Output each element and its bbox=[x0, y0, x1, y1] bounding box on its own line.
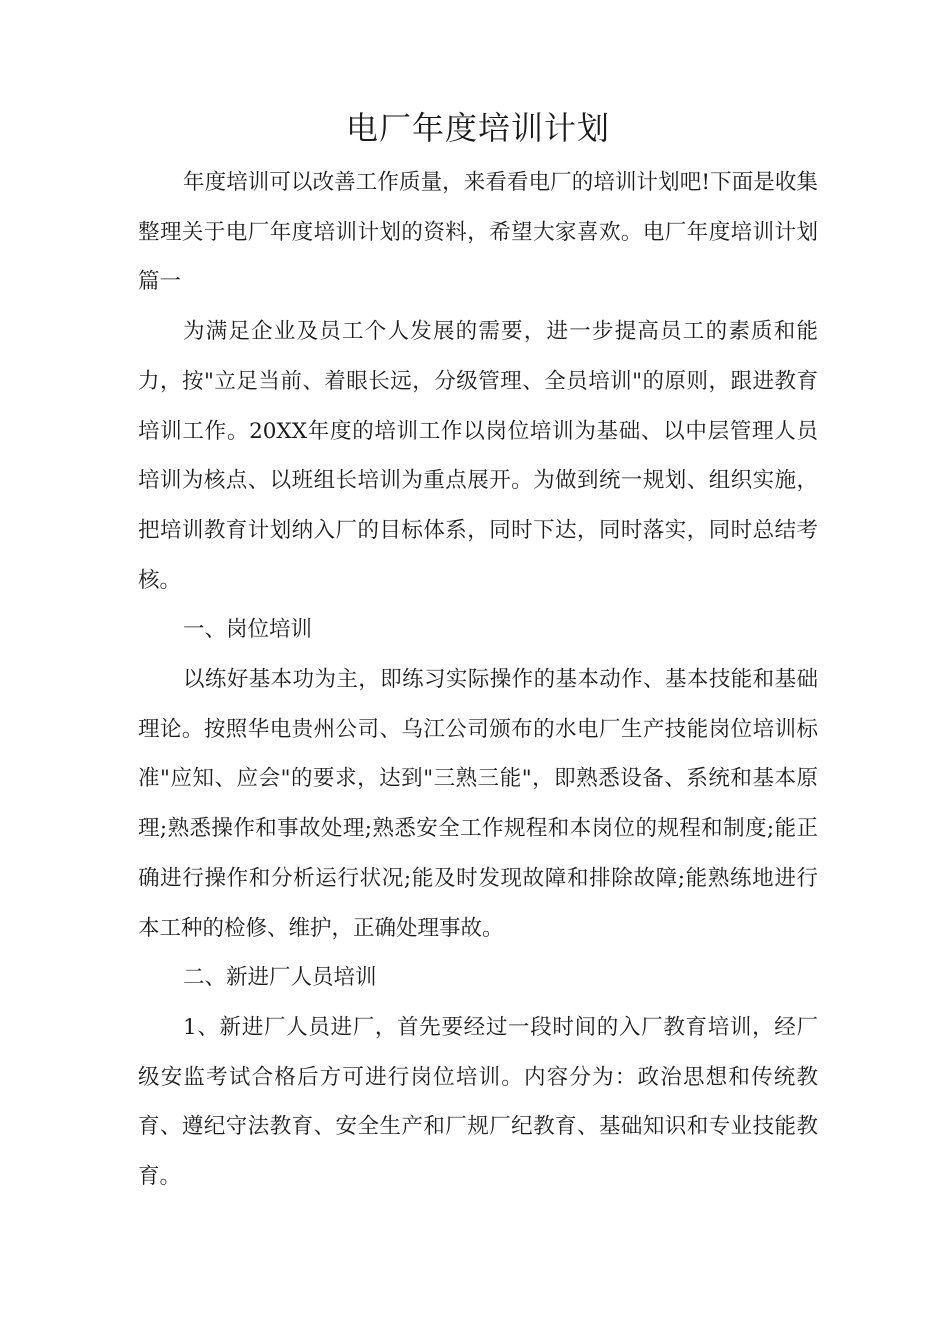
body-paragraph-1: 为满足企业及员工个人发展的需要，进一步提高员工的素质和能力，按"立足当前、着眼长远，分级管理、全员培训"的原则，跟进教育培训工作。20XX年度的培训工作以岗位培训为基础、以中层管理人员培训为核点、以班组长培训为重点展开。为做到统一规划、组织实施，把培训教育计划纳入厂的目标体系，同时下达，同时落实，同时总结考核。 bbox=[138, 319, 818, 593]
document-title: 电厂年度培训计划 bbox=[345, 109, 610, 147]
intro-paragraph: 年度培训可以改善工作质量，来看看电厂的培训计划吧!下面是收集整理关于电厂年度培训计划的资料，希望大家喜欢。电厂年度培训计划篇一 bbox=[138, 170, 818, 295]
section-2-item-1: 1、新进厂人员进厂，首先要经过一段时间的入厂教育培训，经厂级安监考试合格后方可进行岗位培训。内容分为：政治思想和传统教育、遵纪守法教育、安全生产和厂规厂纪教育、基础知识和专业技能教育。 bbox=[138, 1014, 818, 1190]
section-2-heading: 二、新进厂人员培训 bbox=[183, 965, 377, 991]
section-1-heading: 一、岗位培训 bbox=[183, 617, 313, 643]
section-1-body: 以练好基本功为主，即练习实际操作的基本动作、基本技能和基础理论。按照华电贵州公司、乌江公司颁布的水电厂生产技能岗位培训标准"应知、应会"的要求，达到"三熟三能"，即熟悉设备、系统和基本原理;熟悉操作和事故处理;熟悉安全工作规程和本岗位的规程和制度;能正确进行操作和分析运行状况;能及时发现故障和排除故障;能熟练地进行本工种的检修、维护，正确处理事故。 bbox=[138, 667, 818, 941]
document-page bbox=[138, 98, 818, 1202]
